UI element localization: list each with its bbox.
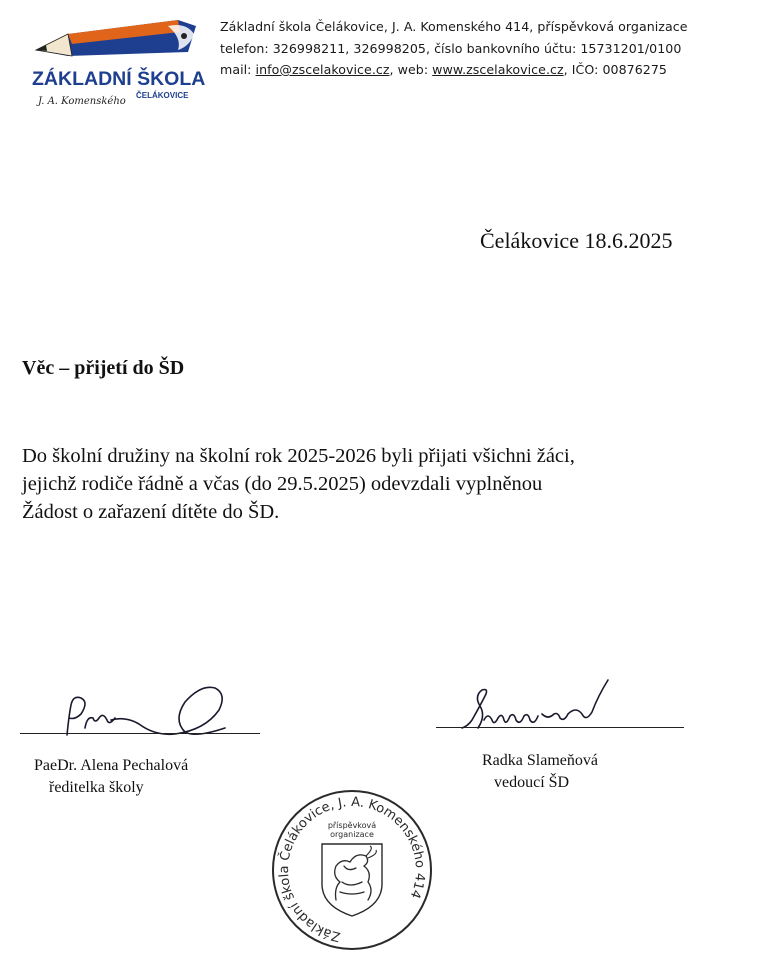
letter-date: Čelákovice 18.6.2025	[480, 228, 673, 253]
signatory-left-name: PaeDr. Alena Pechalová	[34, 757, 189, 774]
stamp-inner-line2: organizace	[330, 830, 374, 839]
web-label: , web:	[389, 62, 433, 77]
letter-body-line: jejichž rodiče řádně a včas (do 29.5.2025) odevzdali vyplněnou	[22, 473, 543, 495]
signature-left-handwriting	[55, 680, 245, 745]
signature-line-right	[436, 727, 684, 728]
header-line-address: Základní škola Čelákovice, J. A. Komenského 414, příspěvková organizace	[220, 19, 688, 34]
signatory-right-role: vedoucí ŠD	[494, 774, 570, 791]
header-line-contact	[220, 62, 667, 77]
signatory-right-name: Radka Slameňová	[482, 752, 598, 769]
signatory-left-role: ředitelka školy	[49, 779, 144, 796]
stamp-ring-text: Základní škola Čelákovice, J. A. Komenského 414	[276, 794, 428, 944]
logo-subtitle-town: ČELÁKOVICE	[136, 91, 189, 100]
official-stamp	[270, 788, 434, 952]
header-line-phone: telefon: 326998211, 326998205, číslo bankovního účtu: 15731201/0100	[220, 41, 682, 56]
ico-text: , IČO: 00876275	[563, 62, 667, 77]
letter-body-line: Žádost o zařazení dítěte do ŠD.	[22, 501, 280, 523]
email-link[interactable]: info@zscelakovice.cz	[255, 62, 390, 77]
logo-title: ZÁKLADNÍ ŠKOLA	[32, 68, 206, 90]
mail-label: mail:	[220, 62, 256, 77]
signature-line-left	[20, 733, 260, 734]
web-link[interactable]: www.zscelakovice.cz	[432, 62, 564, 77]
stamp-inner-line1: příspěvková	[327, 821, 377, 830]
school-logo	[28, 12, 208, 122]
letter-subject: Věc – přijetí do ŠD	[22, 357, 185, 379]
coat-of-arms-lion-icon	[322, 844, 382, 916]
letter-body-line: Do školní družiny na školní rok 2025-2026 byli přijati všichni žáci,	[22, 445, 575, 467]
logo-subtitle-script: J. A. Komenského	[38, 96, 126, 107]
